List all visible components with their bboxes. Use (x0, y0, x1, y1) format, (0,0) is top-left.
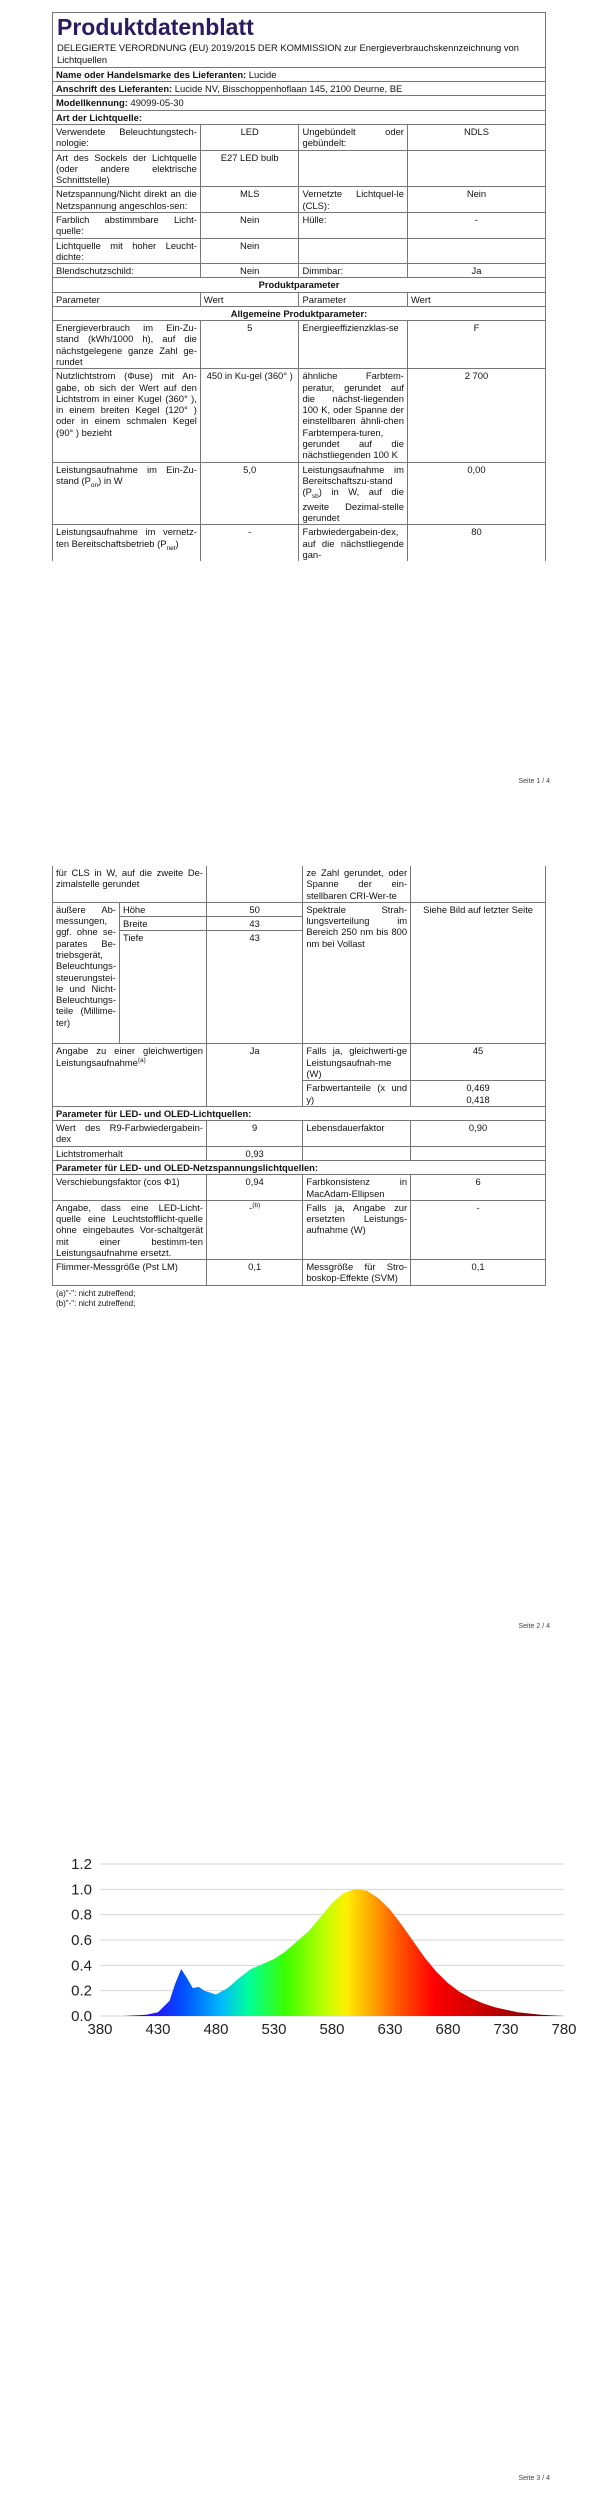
footnote-a: (a)"-": nicht zutreffend; (56, 1288, 136, 1298)
color-tunable-value: Nein (200, 212, 299, 238)
x-tick-label: 580 (319, 2021, 345, 2038)
pnet-label-tail: ) (175, 537, 179, 549)
spectral-distribution-chart (52, 1858, 582, 2038)
datasheet-page-1 (52, 12, 546, 561)
pon-label-sub: on (90, 481, 99, 489)
flux-value: 450 in Ku-gel (360° ) (200, 369, 299, 462)
footnote-b: (b)"-": nicht zutreffend; (56, 1298, 136, 1308)
energy-label: Energieverbrauch im Ein-Zu-stand (kWh/1000 h), auf die nächstgelegene ganze Zahl ge-rundet (53, 321, 201, 369)
socket-label: Art des Sockels der Lichtquelle (oder andere elektrische Schnittstelle) (53, 150, 201, 187)
replacement-value-text: - (249, 1201, 253, 1213)
chart-area-layer (100, 1889, 564, 2016)
flicker-label: Flimmer-Messgröße (Pst LM) (53, 1260, 207, 1286)
col-value-1: Wert (200, 292, 299, 306)
survival-value: 0,90 (411, 1121, 546, 1147)
chromaticity-values (411, 1081, 546, 1107)
psb-value: 0,00 (407, 462, 545, 525)
replaced-power-label: Falls ja, Angabe zur ersetzten Leistungs-aufnahme (W) (303, 1200, 411, 1259)
cri-value: 80 (407, 525, 545, 561)
x-tick-label: 530 (261, 2021, 287, 2038)
depth-value: 43 (206, 931, 302, 1044)
equiv-power-label: Falls ja, gleichwerti-ge Leistungsaufnah-me (W) (303, 1044, 411, 1081)
col-param-1: Parameter (53, 292, 201, 306)
power-factor-value: 0,94 (206, 1175, 302, 1201)
mains-label: Netzspannung/Nicht direkt an die Netzspannung angeschlos-sen: (53, 187, 201, 213)
energy-value: 5 (200, 321, 299, 369)
unbundled-label: Ungebündelt oder gebündelt: (299, 124, 407, 150)
replacement-value-sup: (b) (252, 1201, 261, 1209)
y-tick-label: 0.4 (71, 1957, 92, 1975)
x-tick-label: 730 (493, 2021, 519, 2038)
svm-label: Messgröße für Stro-boskop-Effekte (SVM) (303, 1260, 411, 1286)
spectrum-area (100, 1889, 564, 2016)
psb-label-tail: ) in W, auf die zweite Dezimal-stelle gerundet (302, 486, 404, 524)
depth-label: Tiefe (119, 931, 206, 1044)
x-tick-label: 480 (203, 2021, 229, 2038)
page-1 (0, 12, 592, 561)
shell-value: - (407, 212, 545, 238)
continued-left: für CLS in W, auf die zweite De-zimalstelle gerundet (53, 866, 207, 902)
pnet-value: - (200, 525, 299, 561)
model-value: 49099-05-30 (130, 97, 184, 109)
survival-label: Lebensdauerfaktor (303, 1121, 411, 1147)
datasheet-table-2 (52, 866, 546, 1286)
datasheet-table-1 (52, 12, 546, 561)
pon-label-tail: ) in W (98, 474, 123, 486)
pon-label-text: Leistungsaufnahme im Ein-Zu-stand (P (56, 463, 197, 486)
dimmable-label: Dimmbar: (299, 264, 407, 278)
light-type-heading: Art der Lichtquelle: (53, 110, 546, 124)
continued-right: ze Zahl gerundet, oder Spanne der ein-stellbaren CRI-Wer-te (303, 866, 411, 902)
flux-label: Nutzlichtstrom (Φuse) mit An-gabe, ob sich der Wert auf den Lichtstrom in einer Kugel (360° ), in einem breiten Kegel (120° ) oder in einem schmalen Kegel (90° ) bezieht (53, 369, 201, 462)
page-footer-2: Seite 2 / 4 (518, 1623, 550, 1630)
ee-class-value: F (407, 321, 545, 369)
color-tunable-label: Farblich abstimmbare Licht-quelle: (53, 212, 201, 238)
macadam-value: 6 (411, 1175, 546, 1201)
led-params-heading: Parameter für LED- und OLED-Lichtquellen: (53, 1106, 546, 1120)
mains-value: MLS (200, 187, 299, 213)
model-label: Modellkennung: (56, 97, 128, 109)
spectral-value: Siehe Bild auf letzter Seite (411, 902, 546, 1044)
psb-label-text: Leistungsaufnahme im Bereitschaftszu-stand (P (302, 463, 404, 498)
width-value: 43 (206, 917, 302, 931)
equiv-label (53, 1044, 207, 1106)
psb-label (299, 462, 407, 525)
maintenance-value: 0,93 (206, 1146, 302, 1160)
params-heading: Produktparameter (53, 278, 546, 292)
height-label: Höhe (119, 902, 206, 916)
supplier-name-label: Name oder Handelsmarke des Lieferanten: (56, 68, 247, 80)
dimensions-label: äußere Ab-messungen, ggf. ohne se-parates Be-triebsgerät, Beleuchtungs-steuerungstei-le und Nicht-Beleuchtungs-teile (Millime-ter) (53, 902, 120, 1044)
y-tick-label: 0.0 (71, 2008, 92, 2025)
x-tick-label: 630 (377, 2021, 403, 2038)
equiv-value: Ja (206, 1044, 302, 1106)
macadam-label: Farbkonsistenz in MacAdam-Ellipsen (303, 1175, 411, 1201)
shell-label: Hülle: (299, 212, 407, 238)
spectral-label: Spektrale Strah-lungsverteilung im Bereich 250 nm bis 800 nm bei Vollast (303, 902, 411, 1044)
pon-value: 5,0 (200, 462, 299, 525)
chromaticity-y: 0,418 (466, 1093, 490, 1105)
y-tick-label: 0.8 (71, 1906, 92, 1924)
r9-value: 9 (206, 1121, 302, 1147)
replacement-value (206, 1200, 302, 1259)
svm-value: 0,1 (411, 1260, 546, 1286)
width-label: Breite (119, 917, 206, 931)
high-luminance-label: Lichtquelle mit hoher Leucht-dichte: (53, 238, 201, 264)
spectrum-svg (52, 1858, 582, 2038)
x-tick-label: 380 (87, 2021, 113, 2038)
y-tick-label: 1.2 (71, 1858, 92, 1873)
dimmable-value: Ja (407, 264, 545, 278)
high-luminance-value: Nein (200, 238, 299, 264)
datasheet-page-2 (52, 866, 546, 1308)
glare-label: Blendschutzschild: (53, 264, 201, 278)
supplier-address-value: Lucide NV, Bisschoppenhoflaan 145, 2100 Deurne, BE (174, 83, 403, 95)
r9-label: Wert des R9-Farbwiedergabein-dex (53, 1121, 207, 1147)
supplier-name-value: Lucide (248, 68, 277, 80)
page-title: Produktdatenblatt (57, 14, 254, 40)
tech-value: LED (200, 124, 299, 150)
col-param-2: Parameter (299, 292, 407, 306)
page-2 (0, 866, 592, 1308)
chromaticity-label: Farbwertanteile (x und y) (303, 1081, 411, 1107)
page-footer-3: Seite 3 / 4 (518, 2475, 550, 2482)
y-tick-label: 0.2 (71, 1982, 92, 2000)
cct-value: 2 700 (407, 369, 545, 462)
general-params-heading: Allgemeine Produktparameter: (53, 306, 546, 320)
power-factor-label: Verschiebungsfaktor (cos Φ1) (53, 1175, 207, 1201)
replacement-label: Angabe, dass eine LED-Licht-quelle eine Leuchtstofflicht-quelle ohne eingebautes Vor-schaltgerät mit einer bestimm-ten Leistungsaufnahme ersetzt. (53, 1200, 207, 1259)
maintenance-label: Lichtstromerhalt (53, 1146, 207, 1160)
regulation-subtitle: DELEGIERTE VERORDNUNG (EU) 2019/2015 DER KOMMISSION zur Energieverbrauchskennzeichnung von Lichtquellen (57, 42, 519, 65)
mains-params-heading: Parameter für LED- und OLED-Netzspannungslichtquellen: (53, 1160, 546, 1174)
unbundled-value: NDLS (407, 124, 545, 150)
cls-value: Nein (407, 187, 545, 213)
psb-label-sub: sb (311, 493, 319, 501)
y-tick-label: 0.6 (71, 1932, 92, 1949)
pnet-label-sub: net (166, 544, 176, 552)
supplier-address-label: Anschrift des Lieferanten: (56, 83, 173, 95)
cls-label: Vernetzte Lichtquel-le (CLS): (299, 187, 407, 213)
glare-value: Nein (200, 264, 299, 278)
page-footer-1: Seite 1 / 4 (518, 778, 550, 785)
pnet-label (53, 525, 201, 561)
y-tick-label: 1.0 (71, 1881, 92, 1899)
cri-label: Farbwiedergabein-dex, auf die nächstliegende gan- (299, 525, 407, 561)
x-tick-label: 680 (435, 2021, 461, 2038)
replaced-power-value: - (411, 1200, 546, 1259)
socket-value: E27 LED bulb (200, 150, 299, 187)
x-tick-label: 780 (551, 2021, 577, 2038)
cct-label: ähnliche Farbtem-peratur, gerundet auf die nächst-liegenden 100 K, oder Spanne der einstellbaren ähnli-chen Farbtempera-turen, gerundet auf die nächstliegenden 100 K (299, 369, 407, 462)
pon-label (53, 462, 201, 525)
equiv-power-value: 45 (411, 1044, 546, 1081)
equiv-label-sup: (a) (137, 1056, 146, 1064)
equiv-label-text: Angabe zu einer gleichwertigen Leistungsaufnahme (56, 1045, 203, 1068)
pnet-label-text: Leistungsaufnahme im vernetz-ten Bereitschaftsbetrieb (P (56, 526, 197, 549)
col-value-2: Wert (407, 292, 545, 306)
flicker-value: 0,1 (206, 1260, 302, 1286)
tech-label: Verwendete Beleuchtungstech-nologie: (53, 124, 201, 150)
ee-class-label: Energieeffizienzklas-se (299, 321, 407, 369)
x-tick-label: 430 (145, 2021, 171, 2038)
chromaticity-x: 0,469 (466, 1082, 490, 1094)
height-value: 50 (206, 902, 302, 916)
